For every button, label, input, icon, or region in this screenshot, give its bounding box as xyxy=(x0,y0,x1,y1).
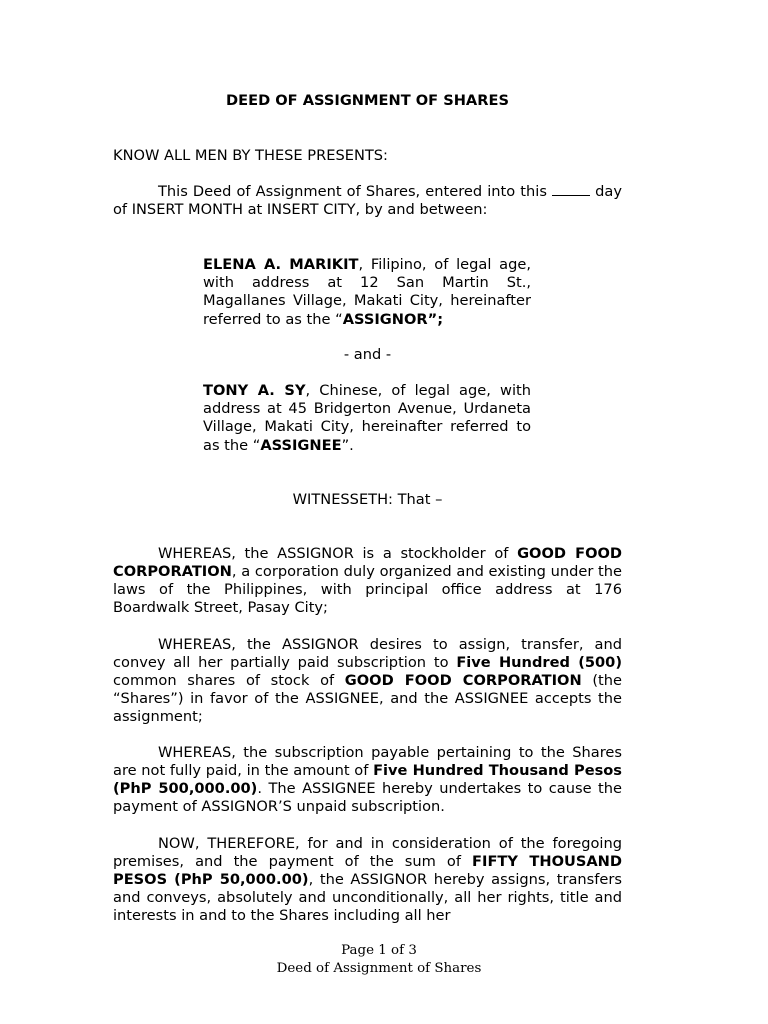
whereas2-bold-1: Five Hundred (500) xyxy=(456,654,622,672)
whereas-paragraph-1 xyxy=(113,545,622,617)
assignee-name: TONY A. SY xyxy=(203,382,306,399)
now-therefore-bold-1: FIFTY THOUSAND PESOS (PhP 50,000.00) xyxy=(113,853,622,889)
assignor-block xyxy=(203,256,531,329)
now-therefore-text-2: , the ASSIGNOR hereby assigns, transfers and conveys, absolutely and unconditionally, all her rights, title and interests in and to the Shares including all her xyxy=(113,871,623,925)
opening-line: KNOW ALL MEN BY THESE PRESENTS: xyxy=(113,147,388,164)
whereas3-text-2: . The ASSIGNEE hereby undertakes to cause the payment of ASSIGNOR’S unpaid subscription. xyxy=(113,780,622,816)
assignee-details-end: ”. xyxy=(341,436,354,454)
whereas2-text-2: common shares of stock of xyxy=(113,672,345,690)
date-blank-line xyxy=(552,183,590,196)
whereas-paragraph-3 xyxy=(113,744,622,816)
intro-text-2: day of INSERT MONTH at INSERT CITY, by and between: xyxy=(113,183,622,219)
page-footer xyxy=(113,942,645,977)
whereas2-bold-2: GOOD FOOD CORPORATION xyxy=(344,672,582,690)
assignee-role: ASSIGNEE xyxy=(260,436,342,454)
whereas2-text-1: WHEREAS, the ASSIGNOR desires to assign, transfer, and convey all her partially paid subscription to xyxy=(113,636,622,672)
witnesseth-heading: WITNESSETH: That – xyxy=(292,491,443,508)
whereas3-bold-1: Five Hundred Thousand Pesos (PhP 500,000.00) xyxy=(113,762,622,798)
now-therefore-text-1: NOW, THEREFORE, for and in consideration of the foregoing premises, and the payment of the sum of xyxy=(113,835,622,871)
footer-doc-title: Deed of Assignment of Shares xyxy=(276,960,482,976)
whereas1-bold-1: GOOD FOOD CORPORATION xyxy=(113,545,622,581)
whereas1-text-2: , a corporation duly organized and existing under the laws of the Philippines, with principal office address at 176 Boardwalk Street, Pasay City; xyxy=(113,563,622,617)
document-title: DEED OF ASSIGNMENT OF SHARES xyxy=(226,92,509,109)
assignor-role: ASSIGNOR”; xyxy=(342,310,444,328)
whereas1-text-1: WHEREAS, the ASSIGNOR is a stockholder of xyxy=(158,545,518,562)
whereas2-text-3: (the “Shares”) in favor of the ASSIGNEE, and the ASSIGNEE accepts the assignment; xyxy=(113,672,622,726)
intro-paragraph xyxy=(113,183,622,219)
assignee-details: , Chinese, of legal age, with address at 45 Bridgerton Avenue, Urdaneta Village, Makati City, hereinafter referred to as the “ xyxy=(203,382,531,454)
whereas3-text-1: WHEREAS, the subscription payable pertaining to the Shares are not fully paid, in the amount of xyxy=(113,744,622,780)
now-therefore-paragraph xyxy=(113,835,622,925)
assignor-name: ELENA A. MARIKIT xyxy=(203,256,359,273)
assignee-block xyxy=(203,382,531,455)
and-separator: - and - xyxy=(343,346,392,363)
intro-text-1: This Deed of Assignment of Shares, entered into this xyxy=(158,183,553,200)
whereas-paragraph-2 xyxy=(113,636,622,726)
assignor-details: , Filipino, of legal age, with address at 12 San Martin St., Magallanes Village, Makati City, hereinafter referred to as the “ xyxy=(203,256,532,328)
page-number: Page 1 of 3 xyxy=(341,943,417,958)
